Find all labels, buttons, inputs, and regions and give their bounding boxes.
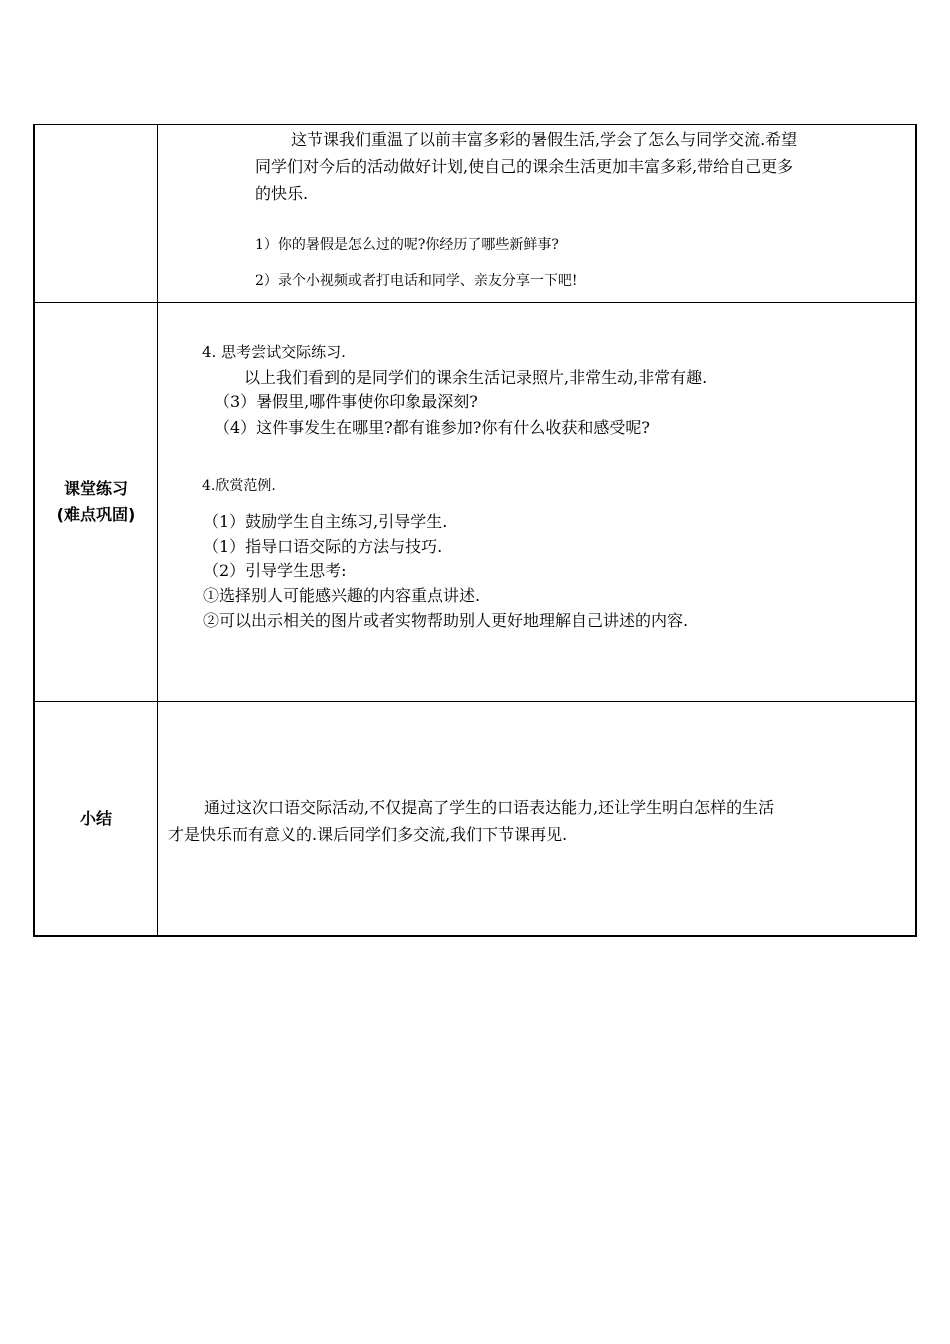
guide-item-2: （1）指导口语交际的方法与技巧. [203,537,443,556]
row-label-practice-cell [34,303,158,702]
intro-content-cell [158,125,917,303]
practice-content-cell [158,303,917,702]
intro-question-2: 2）录个小视频或者打电话和同学、亲友分享一下吧! [255,273,578,289]
table-row-intro [34,125,916,303]
practice-item-text: 以上我们看到的是同学们的课余生活记录照片,非常生动,非常有趣. [244,368,708,387]
intro-paragraph-line3: 的快乐. [255,184,309,203]
lesson-plan-table [33,124,917,937]
summary-text-line1: 通过这次口语交际活动,不仅提高了学生的口语表达能力,还让学生明白怎样的生活 [204,798,775,817]
practice-question-4: （4）这件事发生在哪里?都有谁参加?你有什么收获和感受呢? [214,418,650,437]
example-heading: 4.欣赏范例. [202,478,276,494]
summary-content-cell [158,702,917,937]
practice-item-heading: 4. 思考尝试交际练习. [202,343,346,361]
guide-item-3: （2）引导学生思考: [203,561,347,580]
summary-text-line2: 才是快乐而有意义的.课后同学们多交流,我们下节课再见. [168,825,568,844]
table-row-practice [34,303,916,702]
table-row-summary [34,702,916,937]
intro-paragraph-line1: 这节课我们重温了以前丰富多彩的暑假生活,学会了怎么与同学交流.希望 [291,130,798,149]
row-label-practice-line2: (难点巩固) [56,505,136,524]
row-label-practice-line1: 课堂练习 [63,479,128,498]
guide-point-2: ②可以出示相关的图片或者实物帮助别人更好地理解自己讲述的内容. [203,611,689,630]
intro-paragraph-line2: 同学们对今后的活动做好计划,使自己的课余生活更加丰富多彩,带给自己更多 [255,157,794,176]
row-label-summary-cell [34,702,158,937]
guide-point-1: ①选择别人可能感兴趣的内容重点讲述. [203,586,481,605]
row-label-empty [34,125,158,303]
intro-question-1: 1）你的暑假是怎么过的呢?你经历了哪些新鲜事? [255,237,559,253]
row-label-summary: 小结 [79,808,112,828]
practice-question-3: （3）暑假里,哪件事使你印象最深刻? [214,392,478,411]
guide-item-1: （1）鼓励学生自主练习,引导学生. [203,512,448,531]
